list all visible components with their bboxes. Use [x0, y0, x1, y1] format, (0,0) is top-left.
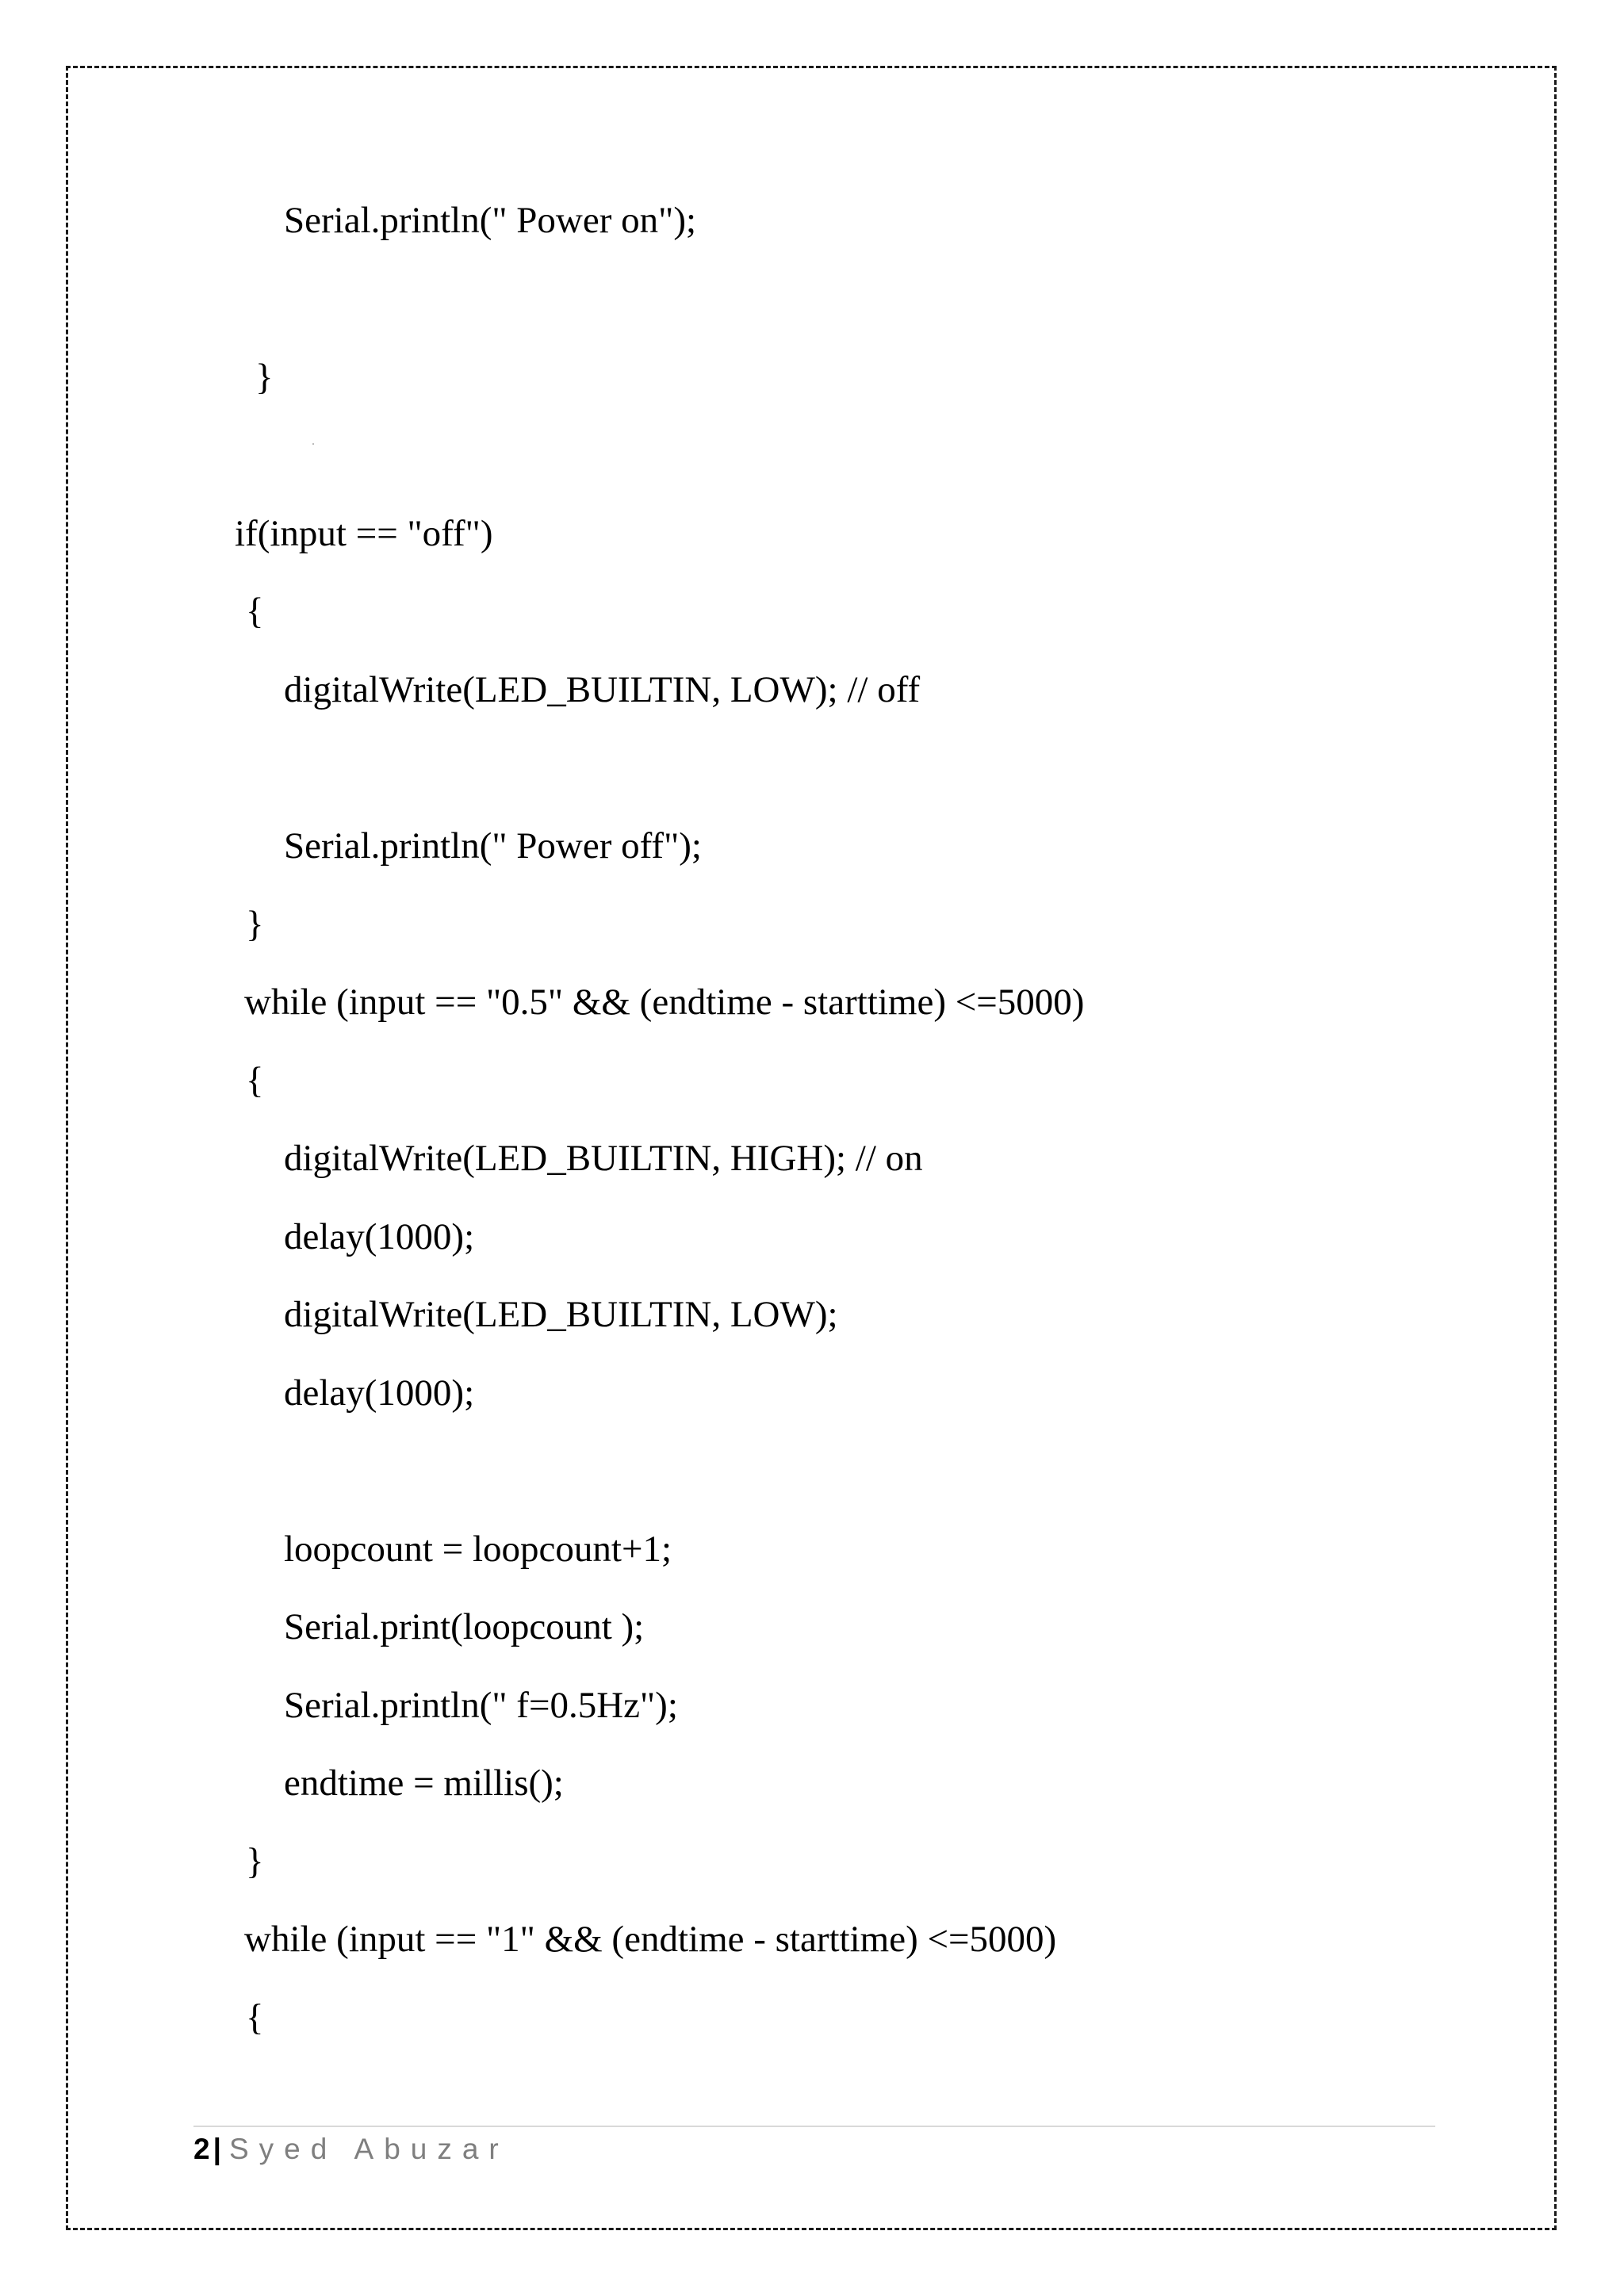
code-line: Serial.println(" Power off");: [284, 825, 702, 867]
footer-rule: [193, 2126, 1435, 2127]
code-line: Serial.println(" Power on");: [284, 200, 697, 241]
page-footer: [193, 2131, 509, 2168]
code-line: {: [246, 1060, 264, 1101]
code-line: digitalWrite(LED_BUILTIN, LOW);: [284, 1294, 838, 1335]
footer-separator: |: [213, 2133, 221, 2165]
code-line: Serial.println(" f=0.5Hz");: [284, 1685, 678, 1726]
code-line: if(input == "off"): [235, 513, 493, 554]
code-line: digitalWrite(LED_BUILTIN, LOW); // off: [284, 669, 921, 710]
footer-author: Syed Abuzar: [228, 2133, 509, 2165]
code-line: loopcount = loopcount+1;: [284, 1529, 672, 1570]
code-line: while (input == "1" && (endtime - starttime) <=5000): [244, 1919, 1057, 1960]
code-line: {: [246, 1997, 264, 2038]
code-line: while (input == "0.5" && (endtime - starttime) <=5000): [244, 982, 1085, 1023]
code-line: Serial.print(loopcount );: [284, 1606, 645, 1647]
code-line: {: [246, 591, 264, 632]
code-line: delay(1000);: [284, 1372, 475, 1414]
code-line: }: [255, 357, 274, 398]
code-line: }: [246, 904, 264, 945]
page-number: 2: [193, 2133, 210, 2165]
scan-speck: [312, 443, 314, 445]
code-line: delay(1000);: [284, 1216, 475, 1257]
code-line: }: [246, 1841, 264, 1882]
code-line: endtime = millis();: [284, 1762, 564, 1804]
code-line: digitalWrite(LED_BUILTIN, HIGH); // on: [284, 1138, 923, 1179]
